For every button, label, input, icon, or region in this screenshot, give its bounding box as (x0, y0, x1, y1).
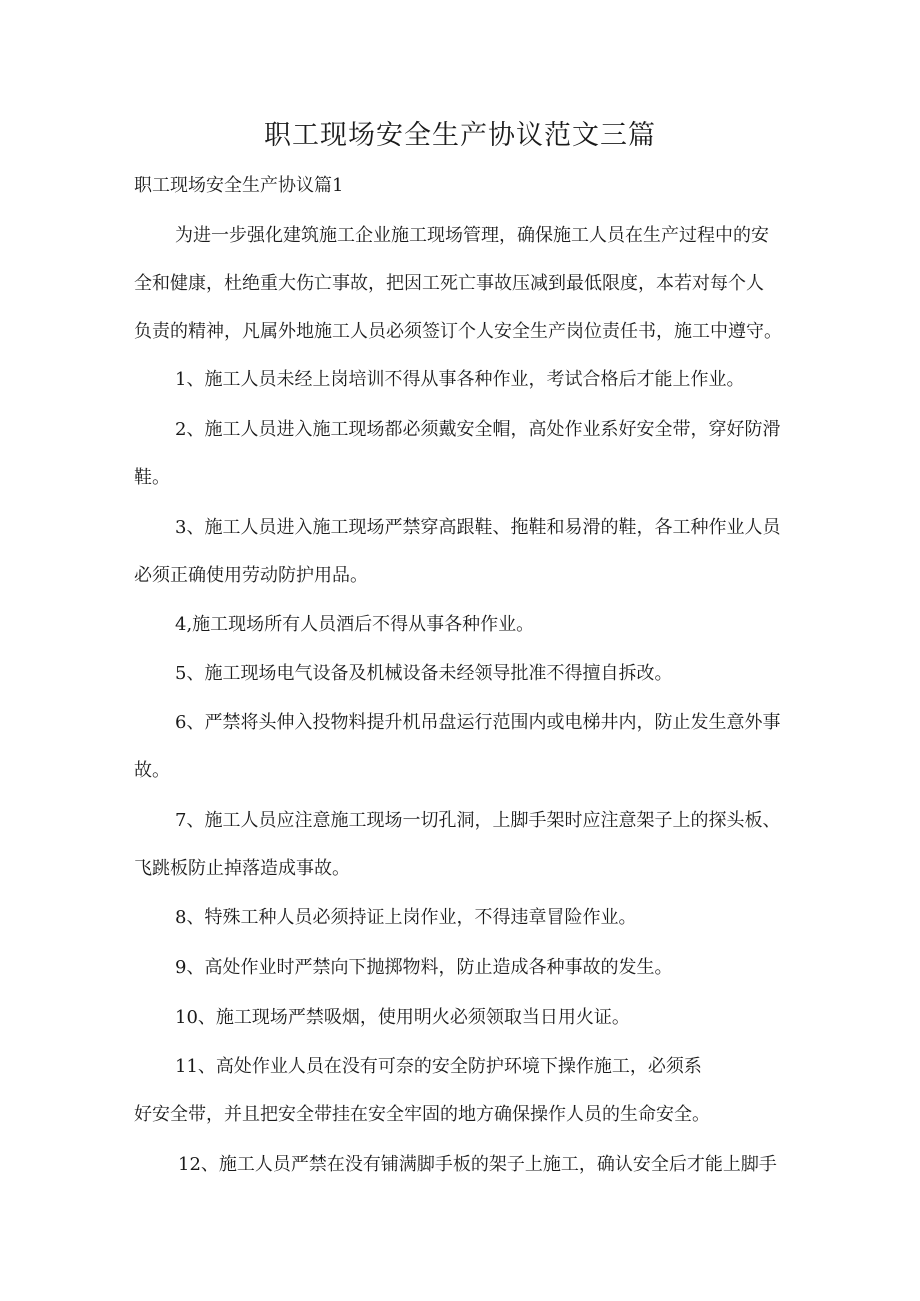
clause-line: 1、施工人员未经上岗培训不得从事各种作业，考试合格后才能上作业。 (175, 369, 745, 390)
clause-line: 7、施工人员应注意施工现场一切孔洞，上脚手架时应注意架子上的探头板、 (175, 810, 781, 831)
clause-line: 5、施工现场电气设备及机械设备未经领导批准不得擅自拆改。 (175, 663, 673, 684)
clause-line: 飞跳板防止掉落造成事故。 (134, 858, 350, 879)
clause-line: 鞋。 (134, 467, 170, 488)
clause-line: 9、高处作业时严禁向下抛掷物料，防止造成各种事故的发生。 (175, 957, 673, 978)
clause-line: 故。 (134, 760, 170, 781)
clause-line: 8、特殊工种人员必须持证上岗作业，不得违章冒险作业。 (175, 907, 637, 928)
clause-line: 必须正确使用劳动防护用品。 (134, 565, 368, 586)
section-heading: 职工现场安全生产协议篇1 (134, 175, 344, 196)
intro-line: 全和健康，杜绝重大伤亡事故，把因工死亡事故压减到最低限度，本若对每个人 (134, 273, 764, 294)
clause-line: 12、施工人员严禁在没有铺满脚手板的架子上施工，确认安全后才能上脚手 (178, 1154, 777, 1175)
document-title: 职工现场安全生产协议范文三篇 (264, 120, 656, 151)
clause-line: 10、施工现场严禁吸烟，使用明火必须领取当日用火证。 (175, 1007, 630, 1028)
clause-line: 2、施工人员进入施工现场都必须戴安全帽，高处作业系好安全带，穿好防滑 (175, 419, 781, 440)
clause-line: 好安全带，并且把安全带挂在安全牢固的地方确保操作人员的生命安全。 (134, 1104, 710, 1125)
intro-line: 为进一步强化建筑施工企业施工现场管理，确保施工人员在生产过程中的安 (175, 225, 769, 246)
clause-line: 6、严禁将头伸入投物料提升机吊盘运行范围内或电梯井内，防止发生意外事 (175, 712, 781, 733)
intro-line: 负责的精神，凡属外地施工人员必须签订个人安全生产岗位责任书，施工中遵守。 (134, 321, 782, 342)
clause-line: 11、高处作业人员在没有可奈的安全防护环境下操作施工，必须系 (175, 1056, 702, 1077)
clause-line: 4,施工现场所有人员酒后不得从事各种作业。 (175, 614, 535, 635)
clause-line: 3、施工人员进入施工现场严禁穿高跟鞋、拖鞋和易滑的鞋，各工种作业人员 (175, 517, 781, 538)
